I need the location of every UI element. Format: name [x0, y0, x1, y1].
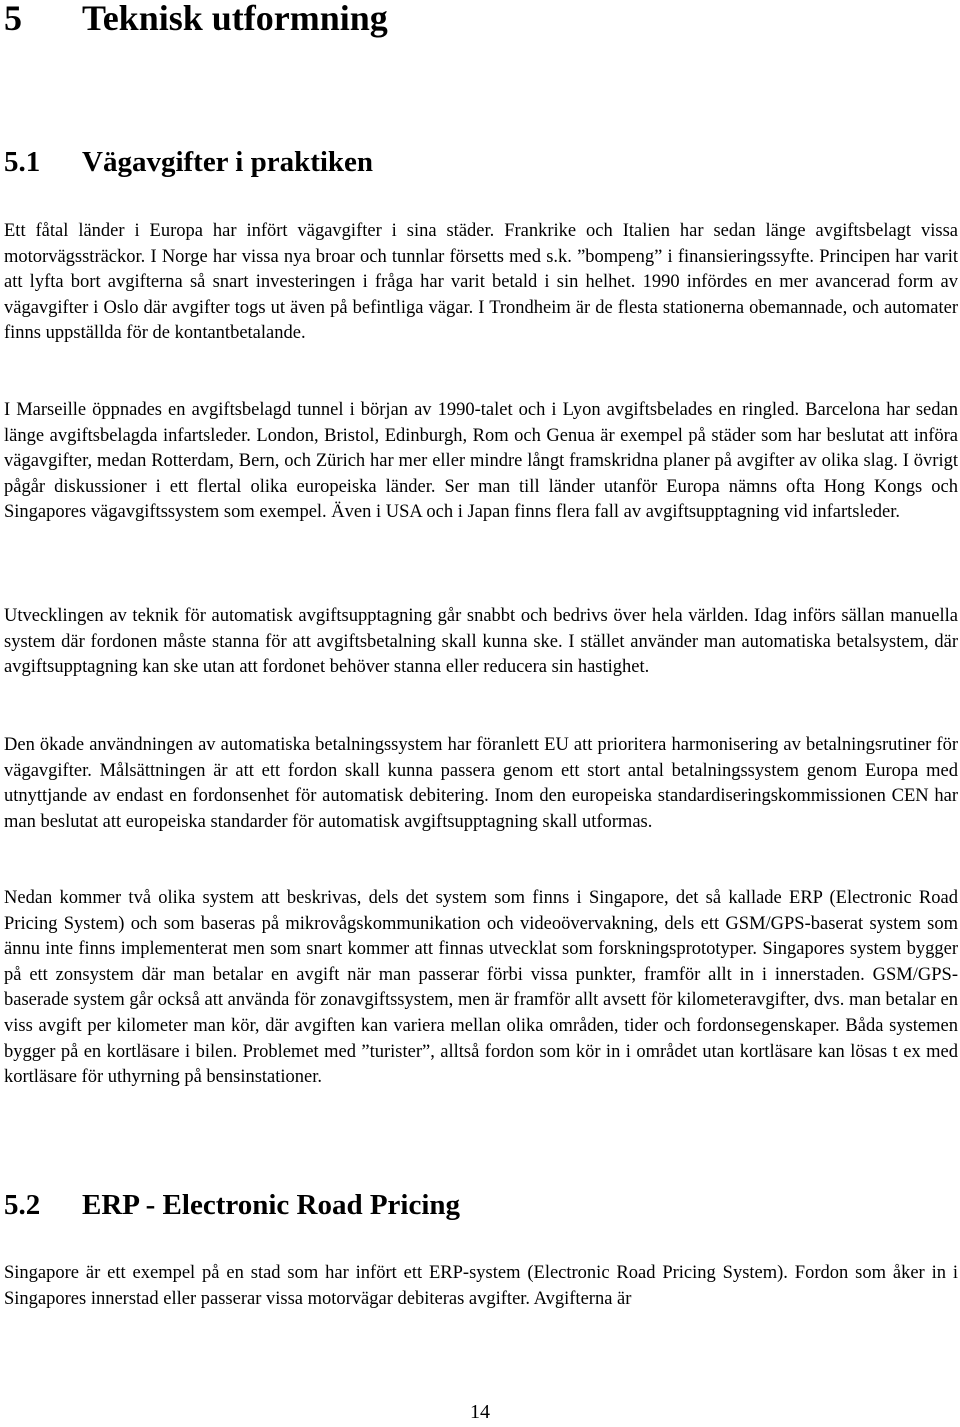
page-number: 14 — [470, 1401, 490, 1423]
paragraph: I Marseille öppnades en avgiftsbelagd tunnel i början av 1990-talet och i Lyon avgiftsbelades en ringled. Barcelona har sedan länge avgiftsbelagda infartsleder. London, Bristol, Edinburgh, Rom och Genua är exempel på städer som har beslutat att införa vägavgifter, medan Rotterdam, Bern, och Zürich har mer eller mindre långt framskridna planer på avgifter av olika slag. I övrigt pågår diskussioner i ett flertal olika europeiska länder. Ser man till länder utanför Europa nämns ofta Hong Kongs och Singapores vägavgiftssystem som exempel. Även i USA och i Japan finns flera fall av avgiftsupptagning vid infartsleder. — [4, 400, 958, 523]
paragraph: Nedan kommer två olika system att beskrivas, dels det system som finns i Singapore, det så kallade ERP (Electronic Road Pricing System) och som baseras på mikrovågskommunikation och videoövervakning, dels ett GSM/GPS-baserat system som ännu inte finns implementerat men som snart kommer att finnas utvecklat som forskningsprototyper. Singapores system bygger på ett zonsystem där man betalar en avgift när man passerar förbi vissa punkter, framför allt in i innerstaden. GSM/GPS-baserade system går också att använda för zonavgiftssystem, men är framför allt avsett för kilometeravgifter, dvs. man betalar en viss avgift per kilometer man kör, där avgiften kan variera mellan olika områden, tider och fordonsegenskaper. Båda systemen bygger på en kortläsare i bilen. Problemet med ”turister”, alltså fordon som kör in i området utan kortläsare kan lösas t ex med kortläsare för uthyrning på bensinstationer. — [4, 888, 958, 1088]
section-number: 5.1 — [4, 146, 41, 178]
section-heading-5-2 — [4, 1187, 460, 1223]
section-heading-5-1 — [4, 144, 373, 180]
paragraph: Singapore är ett exempel på en stad som har infört ett ERP-system (Electronic Road Pricing System). Fordon som åker in i Singapores innerstad eller passerar vissa motorvägar debiteras avgifter. Avgifterna är — [4, 1263, 958, 1309]
chapter-heading — [4, 0, 388, 40]
paragraph: Utvecklingen av teknik för automatisk avgiftsupptagning går snabbt och bedrivs över hela världen. Idag införs sällan manuella system där fordonen måste stanna för att avgiftsbetalning skall kunna ske. I stället använder man automatiska betalsystem, där avgiftsupptagning kan ske utan att fordonet behöver stanna eller reducera sin hastighet. — [4, 606, 958, 678]
section-title: Vägavgifter i praktiken — [82, 146, 374, 178]
paragraph: Ett fåtal länder i Europa har infört vägavgifter i sina städer. Frankrike och Italien har sedan länge avgiftsbelagt vissa motorvägssträckor. I Norge har vissa nya broar och tunnlar försetts med s.k. ”bompeng” i finansieringssyfte. Principen har varit att lyfta bort avgifterna så snart investeringen i fråga har varit betald i sin helhet. 1990 infördes en mer avancerad form av vägavgifter i Oslo där avgifter togs ut även på befintliga vägar. I Trondheim är de flesta stationerna obemannade, och automater finns uppställda för de kontantbetalande. — [4, 221, 958, 344]
chapter-title: Teknisk utformning — [82, 0, 388, 38]
chapter-number: 5 — [4, 0, 22, 38]
paragraph: Den ökade användningen av automatiska betalningssystem har föranlett EU att prioritera harmonisering av betalningsrutiner för vägavgifter. Målsättningen är att ett fordon skall kunna passera genom ett stort antal betalningssystem genom Europa med utnyttjande av endast en fordonsenhet för automatisk debitering. Inom den europeiska standardiseringskommissionen CEN har man beslutat att europeiska standarder för automatisk avgiftsupptagning skall utformas. — [4, 735, 958, 832]
section-title: ERP - Electronic Road Pricing — [82, 1189, 461, 1221]
section-number: 5.2 — [4, 1189, 41, 1221]
